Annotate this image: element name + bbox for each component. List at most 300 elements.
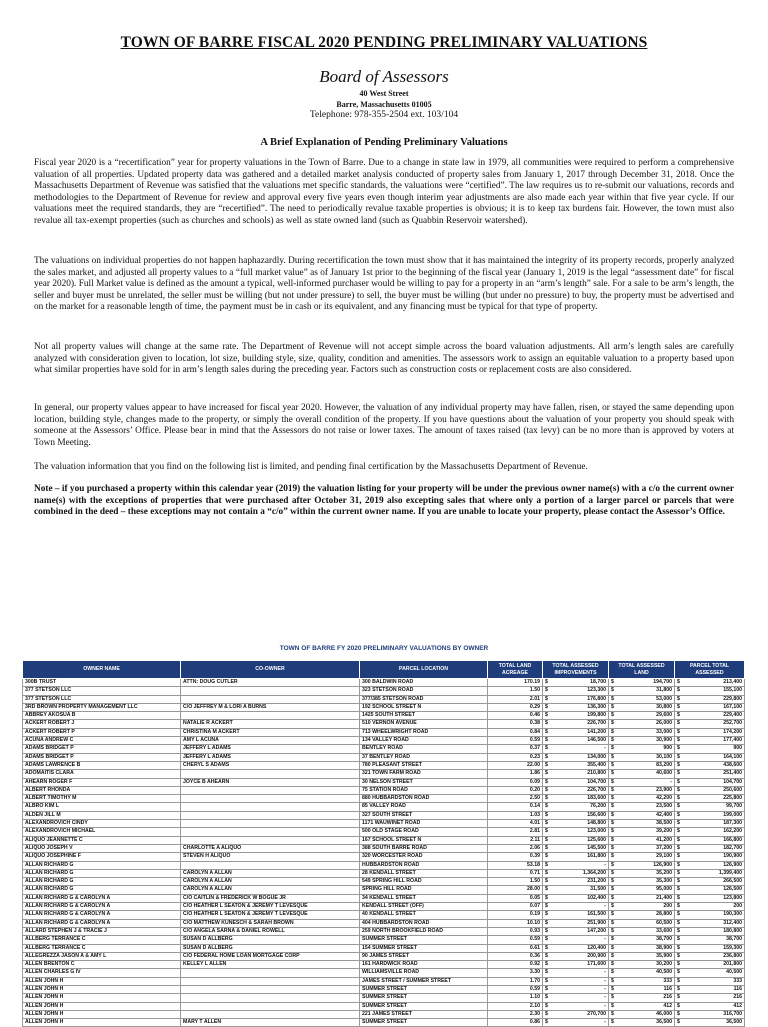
acreage-cell: 4.01 — [488, 820, 543, 828]
table-row — [23, 936, 745, 944]
land-cell — [609, 737, 675, 745]
co-owner-cell — [181, 695, 360, 703]
currency-sign: $ — [677, 761, 680, 768]
cell-value: 76,200 — [590, 803, 606, 810]
currency-sign: $ — [545, 828, 548, 835]
table-row — [23, 786, 745, 794]
acreage-cell: 0.05 — [488, 894, 543, 902]
table-row — [23, 869, 745, 877]
header-owner-name: OWNER NAME — [23, 661, 181, 679]
currency-sign: $ — [611, 836, 614, 843]
currency-sign: $ — [545, 770, 548, 777]
currency-sign: $ — [677, 903, 680, 910]
co-owner-cell — [181, 985, 360, 993]
improvements-cell — [543, 911, 609, 919]
land-cell — [609, 786, 675, 794]
currency-sign: $ — [677, 1010, 680, 1017]
currency-sign: $ — [677, 994, 680, 1001]
co-owner-cell — [181, 712, 360, 720]
cell-value: 251,400 — [723, 770, 742, 777]
table-row — [23, 1019, 745, 1027]
location-cell: 75 STATION ROAD — [360, 786, 488, 794]
cell-value: 270,700 — [587, 1010, 606, 1017]
location-cell: 167 SCHOOL STREET N — [360, 836, 488, 844]
currency-sign: $ — [545, 786, 548, 793]
acreage-cell: 22.00 — [488, 761, 543, 769]
currency-sign: $ — [677, 720, 680, 727]
cell-value: 116 — [663, 985, 672, 992]
location-cell: KENDALL STREET (OFF) — [360, 903, 488, 911]
acreage-cell: 53.18 — [488, 861, 543, 869]
total-cell — [675, 927, 745, 935]
table-row — [23, 820, 745, 828]
table-row — [23, 894, 745, 902]
currency-sign: $ — [545, 728, 548, 735]
currency-sign: $ — [611, 795, 614, 802]
header-parcel-location: PARCEL LOCATION — [360, 661, 488, 679]
improvements-cell — [543, 745, 609, 753]
cell-value: 199,000 — [723, 811, 742, 818]
land-cell — [609, 1010, 675, 1018]
location-cell: 713 WHEELWRIGHT ROAD — [360, 728, 488, 736]
improvements-cell — [543, 1019, 609, 1027]
cell-value: 164,100 — [723, 753, 742, 760]
currency-sign: $ — [611, 886, 614, 893]
cell-value: 18,700 — [590, 679, 606, 685]
acreage-cell: 0.29 — [488, 703, 543, 711]
currency-sign: $ — [545, 903, 548, 910]
co-owner-cell — [181, 828, 360, 836]
improvements-cell — [543, 985, 609, 993]
land-cell — [609, 695, 675, 703]
co-owner-cell: CHARLOTTE A ALIQUO — [181, 844, 360, 852]
co-owner-cell — [181, 786, 360, 794]
currency-sign: $ — [545, 961, 548, 968]
table-row — [23, 679, 745, 687]
cell-value: 104,700 — [723, 778, 742, 785]
location-cell: 1425 SOUTH STREET — [360, 712, 488, 720]
table-row — [23, 952, 745, 960]
currency-sign: $ — [677, 687, 680, 694]
cell-value: 46,000 — [656, 1010, 672, 1017]
improvements-cell — [543, 886, 609, 894]
cell-value: 41,200 — [656, 836, 672, 843]
currency-sign: $ — [611, 994, 614, 1001]
location-cell: 28 KENDALL STREET — [360, 869, 488, 877]
currency-sign: $ — [611, 869, 614, 876]
cell-value: 29,100 — [656, 853, 672, 860]
total-cell — [675, 836, 745, 844]
cell-value: 180,800 — [723, 927, 742, 934]
currency-sign: $ — [545, 944, 548, 951]
paragraph-rates: Not all property values will change at the same rate. The Department of Revenue will not accept simple across the board valuation adjustments. All arm’s length sales are carefully analyzed with consideration given to location, lot size, building style, size, quality, condition and amenities. The assessors work to assign an equitable valuation to a property based upon what similar properties have sold for in arm’s length sales during the preceding year. Factors such as construction costs or replacement costs are also considered. — [34, 342, 734, 375]
co-owner-cell: C/O CAITLIN & FREDERICK W BOGUE JR — [181, 894, 360, 902]
co-owner-cell: C/O HEATHER L SEATON & JEREMY T LEVESQUE — [181, 911, 360, 919]
cell-value: 29,600 — [656, 712, 672, 719]
location-cell: 30 NELSON STREET — [360, 778, 488, 786]
currency-sign: $ — [611, 770, 614, 777]
improvements-cell — [543, 944, 609, 952]
table-row — [23, 1002, 745, 1010]
owner-cell: ALLEGREZZA JASON A & AMY L — [23, 952, 181, 960]
owner-cell: ADAMS BRIDGET P — [23, 753, 181, 761]
improvements-cell — [543, 828, 609, 836]
co-owner-cell: AMY L ACUNA — [181, 737, 360, 745]
owner-cell: ALBERT RHONDA — [23, 786, 181, 794]
currency-sign: $ — [545, 753, 548, 760]
table-row — [23, 712, 745, 720]
currency-sign: $ — [611, 927, 614, 934]
currency-sign: $ — [677, 737, 680, 744]
land-cell — [609, 903, 675, 911]
acreage-cell: 0.37 — [488, 745, 543, 753]
cell-value: 136,300 — [587, 703, 606, 710]
owner-cell: ACKERT ROBERT J — [23, 720, 181, 728]
total-cell — [675, 712, 745, 720]
currency-sign: $ — [677, 878, 680, 885]
cell-value: 95,000 — [656, 886, 672, 893]
owner-cell: 300B TRUST — [23, 679, 181, 687]
acreage-cell: 0.07 — [488, 903, 543, 911]
co-owner-cell — [181, 795, 360, 803]
cell-value: 83,200 — [656, 761, 672, 768]
currency-sign: $ — [611, 820, 614, 827]
currency-sign: $ — [677, 919, 680, 926]
currency-sign: $ — [677, 820, 680, 827]
cell-value: 42,400 — [656, 811, 672, 818]
cell-value: 182,700 — [723, 844, 742, 851]
co-owner-cell — [181, 977, 360, 985]
currency-sign: $ — [545, 936, 548, 943]
location-cell: 510 VERNON AVENUE — [360, 720, 488, 728]
currency-sign: $ — [545, 679, 548, 685]
currency-sign: $ — [611, 828, 614, 835]
owner-cell: ALLEN JOHN H — [23, 977, 181, 985]
total-cell — [675, 820, 745, 828]
currency-sign: $ — [677, 803, 680, 810]
currency-sign: $ — [545, 969, 548, 976]
table-row — [23, 961, 745, 969]
cell-value: 161,800 — [587, 853, 606, 860]
currency-sign: $ — [611, 952, 614, 959]
cell-value: 226,700 — [587, 720, 606, 727]
total-cell — [675, 720, 745, 728]
owner-cell: ALEXANDROVICH CINDY — [23, 820, 181, 828]
total-cell — [675, 803, 745, 811]
cell-value: 213,400 — [723, 679, 742, 685]
location-cell: 321 TOWN FARM ROAD — [360, 770, 488, 778]
currency-sign: $ — [677, 977, 680, 984]
table-row — [23, 695, 745, 703]
co-owner-cell: C/O HEATHER L SEATON & JEREMY T LEVESQUE — [181, 903, 360, 911]
owner-cell: ALLEN CHARLES G IV — [23, 969, 181, 977]
cell-value: 126,900 — [653, 861, 672, 868]
co-owner-cell — [181, 969, 360, 977]
currency-sign: $ — [545, 695, 548, 702]
land-cell — [609, 1002, 675, 1010]
co-owner-cell: CAROLYN A ALLAN — [181, 878, 360, 886]
cell-value: 156,600 — [587, 811, 606, 818]
cell-value: 126,900 — [723, 861, 742, 868]
cell-value: - — [670, 778, 672, 785]
total-cell — [675, 761, 745, 769]
currency-sign: $ — [611, 737, 614, 744]
co-owner-cell — [181, 1002, 360, 1010]
header-parcel-total: PARCEL TOTAL ASSESSED — [675, 661, 745, 679]
table-row — [23, 977, 745, 985]
co-owner-cell: SUSAN D ALLBERG — [181, 936, 360, 944]
owner-cell: ALLAN RICHARD G — [23, 869, 181, 877]
currency-sign: $ — [545, 927, 548, 934]
cell-value: 30,900 — [656, 737, 672, 744]
cell-value: 161,500 — [587, 911, 606, 918]
currency-sign: $ — [611, 778, 614, 785]
improvements-cell — [543, 878, 609, 886]
improvements-cell — [543, 720, 609, 728]
cell-value: 316,700 — [723, 1010, 742, 1017]
location-cell: 40 KENDALL STREET — [360, 911, 488, 919]
cell-value: - — [604, 903, 606, 910]
improvements-cell — [543, 687, 609, 695]
currency-sign: $ — [611, 944, 614, 951]
total-cell — [675, 778, 745, 786]
co-owner-cell — [181, 770, 360, 778]
land-cell — [609, 728, 675, 736]
section-subtitle: A Brief Explanation of Pending Preliminary Valuations — [260, 137, 508, 148]
currency-sign: $ — [611, 720, 614, 727]
currency-sign: $ — [677, 853, 680, 860]
cell-value: 53,000 — [656, 695, 672, 702]
cell-value: 155,100 — [723, 687, 742, 694]
owner-cell: ALDEN JILL M — [23, 811, 181, 819]
table-row — [23, 969, 745, 977]
currency-sign: $ — [545, 737, 548, 744]
acreage-cell: 1.70 — [488, 977, 543, 985]
acreage-cell: 2.06 — [488, 844, 543, 852]
acreage-cell: 0.92 — [488, 961, 543, 969]
co-owner-cell: CAROLYN A ALLAN — [181, 886, 360, 894]
owner-cell: ALLBERG TERRANCE C — [23, 944, 181, 952]
cell-value: 126,500 — [723, 886, 742, 893]
co-owner-cell: CHERYL S ADAMS — [181, 761, 360, 769]
total-cell — [675, 936, 745, 944]
acreage-cell: 0.93 — [488, 927, 543, 935]
currency-sign: $ — [545, 844, 548, 851]
cell-value: 38,900 — [656, 944, 672, 951]
currency-sign: $ — [611, 911, 614, 918]
currency-sign: $ — [545, 778, 548, 785]
cell-value: 231,200 — [587, 878, 606, 885]
currency-sign: $ — [611, 1010, 614, 1017]
acreage-cell: 3.30 — [488, 969, 543, 977]
total-cell — [675, 886, 745, 894]
currency-sign: $ — [677, 811, 680, 818]
table-row — [23, 803, 745, 811]
land-cell — [609, 836, 675, 844]
improvements-cell — [543, 894, 609, 902]
improvements-cell — [543, 853, 609, 861]
currency-sign: $ — [545, 853, 548, 860]
currency-sign: $ — [677, 952, 680, 959]
cell-value: 166,800 — [723, 836, 742, 843]
currency-sign: $ — [611, 969, 614, 976]
cell-value: 120,400 — [587, 944, 606, 951]
land-cell — [609, 844, 675, 852]
total-cell — [675, 894, 745, 902]
location-cell: 377/385 STETSON ROAD — [360, 695, 488, 703]
acreage-cell: 2.01 — [488, 695, 543, 703]
currency-sign: $ — [611, 811, 614, 818]
currency-sign: $ — [677, 786, 680, 793]
total-cell — [675, 977, 745, 985]
cell-value: 312,400 — [723, 919, 742, 926]
acreage-cell: 0.84 — [488, 728, 543, 736]
currency-sign: $ — [545, 985, 548, 992]
cell-value: 38,700 — [726, 936, 742, 943]
acreage-cell: 0.39 — [488, 853, 543, 861]
land-cell — [609, 811, 675, 819]
cell-value: - — [604, 1002, 606, 1009]
co-owner-cell: NATALIE R ACKERT — [181, 720, 360, 728]
total-cell — [675, 861, 745, 869]
table-row — [23, 927, 745, 935]
cell-value: 167,100 — [723, 703, 742, 710]
owner-cell: ALEXANDROVICH MICHAEL — [23, 828, 181, 836]
cell-value: - — [604, 1019, 606, 1026]
cell-value: 28,800 — [656, 911, 672, 918]
location-cell: 1171 WAUWINET ROAD — [360, 820, 488, 828]
cell-value: 190,900 — [723, 853, 742, 860]
cell-value: 159,300 — [723, 944, 742, 951]
land-cell — [609, 861, 675, 869]
acreage-cell: 0.59 — [488, 985, 543, 993]
land-cell — [609, 994, 675, 1002]
currency-sign: $ — [611, 753, 614, 760]
cell-value: - — [604, 745, 606, 752]
address-street: 40 West Street — [359, 89, 409, 98]
co-owner-cell: C/O FEDERAL HOME LOAN MORTGAGE CORP — [181, 952, 360, 960]
currency-sign: $ — [545, 745, 548, 752]
currency-sign: $ — [611, 853, 614, 860]
owner-cell: ALIQUO JEANNETTE C — [23, 836, 181, 844]
land-cell — [609, 985, 675, 993]
improvements-cell — [543, 836, 609, 844]
total-cell — [675, 903, 745, 911]
co-owner-cell: CAROLYN A ALLAN — [181, 869, 360, 877]
currency-sign: $ — [677, 1019, 680, 1026]
land-cell — [609, 687, 675, 695]
co-owner-cell: JOYCE B AHEARN — [181, 778, 360, 786]
acreage-cell: 10.10 — [488, 919, 543, 927]
co-owner-cell — [181, 1010, 360, 1018]
total-cell — [675, 703, 745, 711]
currency-sign: $ — [545, 911, 548, 918]
table-row — [23, 745, 745, 753]
location-cell: 780 PLEASANT STREET — [360, 761, 488, 769]
land-cell — [609, 720, 675, 728]
land-cell — [609, 936, 675, 944]
currency-sign: $ — [545, 795, 548, 802]
owner-cell: ALLAN RICHARD G — [23, 861, 181, 869]
currency-sign: $ — [677, 969, 680, 976]
improvements-cell — [543, 1002, 609, 1010]
cell-value: 147,200 — [587, 927, 606, 934]
cell-value: 412 — [663, 1002, 672, 1009]
improvements-cell — [543, 753, 609, 761]
owner-cell: ALLBERG TERRANCE C — [23, 936, 181, 944]
cell-value: 216 — [733, 994, 742, 1001]
currency-sign: $ — [677, 961, 680, 968]
currency-sign: $ — [677, 869, 680, 876]
total-cell — [675, 869, 745, 877]
table-row — [23, 994, 745, 1002]
cell-value: 35,300 — [656, 878, 672, 885]
cell-value: - — [604, 936, 606, 943]
cell-value: 148,800 — [587, 820, 606, 827]
owner-cell: ALBRO KIM L — [23, 803, 181, 811]
cell-value: 123,300 — [587, 687, 606, 694]
total-cell — [675, 695, 745, 703]
cell-value: 210,800 — [587, 770, 606, 777]
total-cell — [675, 853, 745, 861]
co-owner-cell — [181, 861, 360, 869]
currency-sign: $ — [677, 728, 680, 735]
co-owner-cell: MARY T ALLEN — [181, 1019, 360, 1027]
currency-sign: $ — [677, 753, 680, 760]
cell-value: 38,500 — [656, 820, 672, 827]
telephone: Telephone: 978-355-2504 ext. 103/104 — [309, 110, 459, 120]
owner-cell: ALIQUO JOSEPH V — [23, 844, 181, 852]
acreage-cell: 1.03 — [488, 811, 543, 819]
improvements-cell — [543, 861, 609, 869]
currency-sign: $ — [677, 927, 680, 934]
cell-value: 23,500 — [656, 803, 672, 810]
location-cell: 134 VALLEY ROAD — [360, 737, 488, 745]
improvements-cell — [543, 786, 609, 794]
document-title: TOWN OF BARRE FISCAL 2020 PENDING PRELIMINARY VALUATIONS — [120, 34, 648, 51]
currency-sign: $ — [677, 703, 680, 710]
cell-value: 141,200 — [587, 728, 606, 735]
location-cell: 37 BENTLEY ROAD — [360, 753, 488, 761]
total-cell — [675, 919, 745, 927]
improvements-cell — [543, 795, 609, 803]
currency-sign: $ — [545, 836, 548, 843]
table-row — [23, 753, 745, 761]
cell-value: 134,000 — [587, 753, 606, 760]
owner-cell: 377 STETSON LLC — [23, 695, 181, 703]
table-row — [23, 878, 745, 886]
currency-sign: $ — [677, 778, 680, 785]
total-cell — [675, 811, 745, 819]
cell-value: 37,200 — [656, 844, 672, 851]
cell-value: 102,400 — [587, 894, 606, 901]
acreage-cell: 2.10 — [488, 1002, 543, 1010]
land-cell — [609, 753, 675, 761]
co-owner-cell: C/O ANGELA SARNA & DANIEL ROWELL — [181, 927, 360, 935]
location-cell: SPRING HILL ROAD — [360, 886, 488, 894]
land-cell — [609, 886, 675, 894]
improvements-cell — [543, 803, 609, 811]
land-cell — [609, 703, 675, 711]
cell-value: 1,399,400 — [718, 869, 742, 876]
owner-cell: ALBERT TIMOTHY M — [23, 795, 181, 803]
cell-value: 21,400 — [656, 894, 672, 901]
cell-value: 33,600 — [656, 927, 672, 934]
currency-sign: $ — [611, 894, 614, 901]
currency-sign: $ — [545, 861, 548, 868]
total-cell — [675, 786, 745, 794]
currency-sign: $ — [677, 844, 680, 851]
